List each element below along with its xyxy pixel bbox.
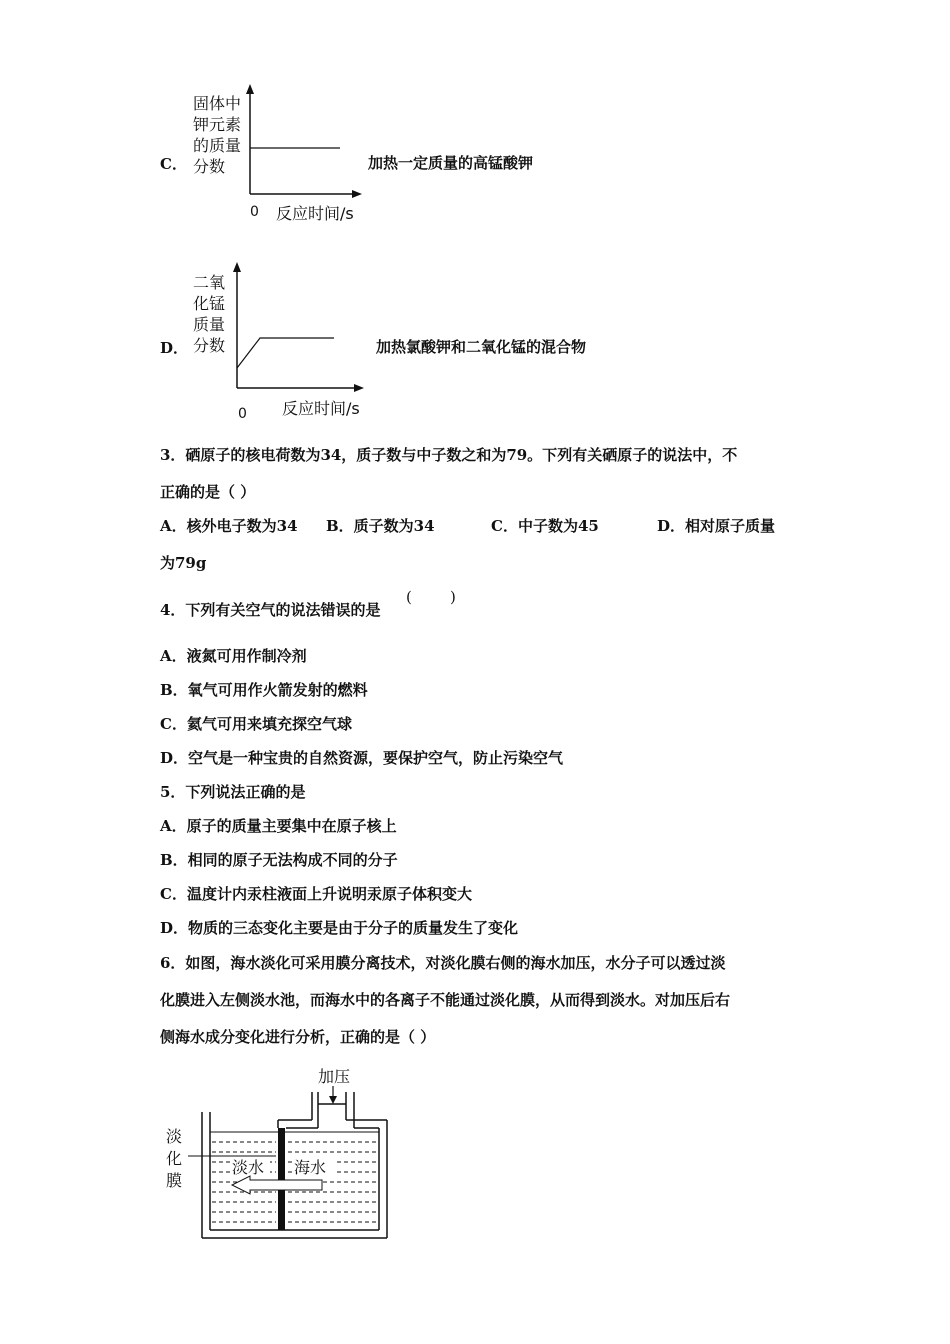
question-5-option-a: A．原子的质量主要集中在原子核上 [160,817,397,835]
pressure-label: 加压 [318,1067,351,1086]
option-d-letter: D． [160,339,189,357]
question-3-stem-line2: 正确的是（ ） [160,483,256,501]
membrane-label: 淡 化 膜 [166,1127,183,1190]
question-6-stem-line3: 侧海水成分变化进行分析，正确的是（ ） [160,1028,436,1046]
question-4-option-a: A．液氮可用作制冷剂 [160,647,307,665]
question-5-option-c: C．温度计内汞柱液面上升说明汞原子体积变大 [160,885,472,903]
question-4-option-b: B．氧气可用作火箭发射的燃料 [160,681,368,699]
question-3-stem-line1: 3．硒原子的核电荷数为34，质子数与中子数之和为79。下列有关硒原子的说法中，不 [160,446,738,464]
question-5-stem: 5．下列说法正确的是 [160,783,306,801]
question-4-stem: 4．下列有关空气的说法错误的是 [160,601,381,619]
question-5-option-d: D．物质的三态变化主要是由于分子的质量发生了变化 [160,919,519,937]
question-3-option-b: B．质子数为34 [326,517,435,535]
option-c-letter: C． [160,155,187,173]
graph-c-xlabel: 反应时间/s [276,204,354,223]
graph-c-ylabel: 固体中 钾元素 的质量 分数 [193,94,242,176]
question-6-stem-line1: 6．如图，海水淡化可采用膜分离技术，对淡化膜右侧的海水加压，水分子可以透过淡 [160,954,726,972]
graph-d-origin: 0 [238,406,247,422]
graph-d-caption: 加热氯酸钾和二氧化锰的混合物 [376,338,587,356]
question-5-option-b: B．相同的原子无法构成不同的分子 [160,851,398,869]
question-3-option-d: D．相对原子质量 [657,517,776,535]
graph-d-xlabel: 反应时间/s [282,399,360,418]
sea-water-label: 海水 [294,1158,327,1177]
question-4-option-d: D．空气是一种宝贵的自然资源，要保护空气，防止污染空气 [160,749,564,767]
fresh-water-label: 淡水 [232,1158,265,1177]
graph-c-origin: 0 [250,204,259,220]
question-3-option-c: C．中子数为45 [491,517,599,535]
question-3-option-a: A．核外电子数为34 [160,517,298,535]
graph-d-ylabel: 二氧 化锰 质量 分数 [193,273,226,355]
question-4-option-c: C．氦气可用来填充探空气球 [160,715,352,733]
graph-d-data-line [237,338,334,368]
question-6-stem-line2: 化膜进入左侧淡水池，而海水中的各离子不能通过淡化膜，从而得到淡水。对加压后右 [160,991,731,1009]
graph-c-caption: 加热一定质量的高锰酸钾 [368,154,534,172]
question-3-option-d-continued: 为79g [160,554,207,572]
question-4-answer-paren: ( ) [406,588,456,606]
desalination-tank [160,1060,400,1250]
